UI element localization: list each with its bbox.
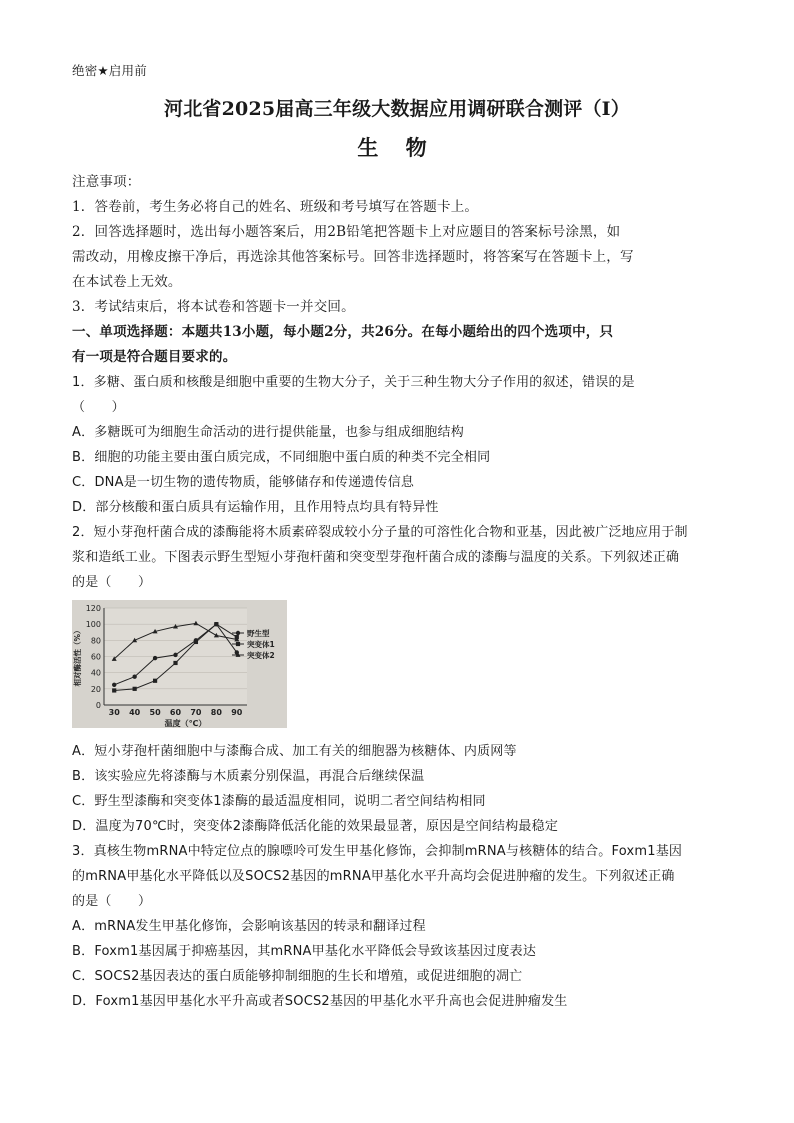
y-tick-label: 20 xyxy=(90,684,101,694)
data-point-series-1 xyxy=(112,683,116,687)
q1-option-a: A．多糖既可为细胞生命活动的进行提供能量，也参与组成细胞结构 xyxy=(72,425,464,440)
q2-stem: 2．短小芽孢杆菌合成的漆酶能将木质素碎裂成较小分子量的可溶性化合物和亚基，因此被广泛地应用于制 xyxy=(72,525,688,540)
q2-option-d: D．温度为70℃时，突变体2漆酶降低活化能的效果最显著，原因是空间结构最稳定 xyxy=(72,819,559,834)
legend-marker-1 xyxy=(236,631,240,635)
data-point-series-2 xyxy=(214,622,218,626)
data-point-series-2 xyxy=(153,679,157,683)
x-tick-label: 30 xyxy=(108,708,120,717)
q2-option-b: B．该实验应先将漆酶与木质素分别保温，再混合后继续保温 xyxy=(72,769,425,784)
data-point-series-1 xyxy=(132,675,136,679)
y-tick-label: 0 xyxy=(95,701,101,710)
notice-item-2-end: 在本试卷上无效。 xyxy=(72,274,182,290)
data-point-series-2 xyxy=(173,661,177,665)
y-axis-label: 相对酶活性（%） xyxy=(73,626,82,687)
enzyme-activity-chart xyxy=(72,600,287,728)
q3-option-a: A．mRNA发生甲基化修饰，会影响该基因的转录和翻译过程 xyxy=(72,919,426,934)
y-tick-label: 40 xyxy=(90,668,101,678)
q2-stem-cont: 浆和造纸工业。下图表示野生型短小芽孢杆菌和突变型芽孢杆菌合成的漆酶与温度的关系。下列叙述正确 xyxy=(72,550,680,565)
q3-stem-end: 的是（ ） xyxy=(72,894,152,909)
legend-label-1: 野生型 xyxy=(247,629,270,638)
q2-option-a: A．短小芽孢杆菌细胞中与漆酶合成、加工有关的细胞器为核糖体、内质网等 xyxy=(72,744,517,759)
data-point-series-1 xyxy=(153,656,157,660)
q1-option-b: B．细胞的功能主要由蛋白质完成，不同细胞中蛋白质的种类不完全相同 xyxy=(72,450,491,465)
q2-option-c: C．野生型漆酶和突变体1漆酶的最适温度相同，说明二者空间结构相同 xyxy=(72,794,486,809)
subject-title: 生 物 xyxy=(357,135,437,160)
section-heading-cont: 有一项是符合题目要求的。 xyxy=(72,349,237,365)
notice-item-2-cont: 需改动，用橡皮擦干净后，再选涂其他答案标号。回答非选择题时，将答案写在答题卡上，写 xyxy=(72,249,634,265)
y-tick-label: 80 xyxy=(90,636,101,646)
q3-option-c: C．SOCS2基因表达的蛋白质能够抑制细胞的生长和增殖，或促进细胞的凋亡 xyxy=(72,969,523,984)
y-tick-label: 120 xyxy=(85,604,101,613)
notice-item-3: 3．考试结束后，将本试卷和答题卡一并交回。 xyxy=(72,299,355,315)
data-point-series-2 xyxy=(194,640,198,644)
data-point-series-2 xyxy=(112,688,116,692)
notice-item-2: 2．回答选择题时，选出每小题答案后，用2B铅笔把答题卡上对应题目的答案标号涂黑，如 xyxy=(72,224,621,240)
data-point-series-2 xyxy=(133,687,137,691)
x-tick-label: 40 xyxy=(129,708,141,717)
q1-option-c: C．DNA是一切生物的遗传物质，能够储存和传递遗传信息 xyxy=(72,475,415,490)
legend-label-2: 突变体1 xyxy=(247,640,275,649)
y-tick-label: 100 xyxy=(85,620,101,630)
x-tick-label: 80 xyxy=(210,708,222,717)
q3-option-b: B．Foxm1基因属于抑癌基因，其mRNA甲基化水平降低会导致该基因过度表达 xyxy=(72,944,537,959)
exam-title: 河北省2025届高三年级大数据应用调研联合测评（I） xyxy=(164,98,630,120)
q1-stem: 1．多糖、蛋白质和核酸是细胞中重要的生物大分子，关于三种生物大分子作用的叙述，错误的是 xyxy=(72,375,635,390)
data-point-series-1 xyxy=(173,653,177,657)
q1-answer-bracket: （ ） xyxy=(72,400,125,415)
x-tick-label: 50 xyxy=(149,708,161,717)
confidential-mark: 绝密★启用前 xyxy=(72,63,147,78)
y-tick-label: 60 xyxy=(90,652,101,662)
x-axis-label: 温度（℃） xyxy=(164,719,207,728)
x-tick-label: 60 xyxy=(169,708,182,717)
q3-stem-cont: 的mRNA甲基化水平降低以及SOCS2基因的mRNA甲基化水平升高均会促进肿瘤的发生。下列叙述正确 xyxy=(72,869,675,884)
q3-stem: 3．真核生物mRNA中特定位点的腺嘌呤可发生甲基化修饰，会抑制mRNA与核糖体的结合。Foxm1基因 xyxy=(72,844,683,859)
q1-option-d: D．部分核酸和蛋白质具有运输作用，且作用特点均具有特异性 xyxy=(72,500,439,515)
legend-marker-2 xyxy=(236,642,240,646)
legend-label-3: 突变体2 xyxy=(247,651,275,660)
notice-heading: 注意事项： xyxy=(72,174,141,190)
q2-stem-end: 的是（ ） xyxy=(72,575,152,590)
q3-option-d: D．Foxm1基因甲基化水平升高或者SOCS2基因的甲基化水平升高也会促进肿瘤发生 xyxy=(72,994,568,1009)
x-tick-label: 90 xyxy=(231,708,243,717)
section-heading: 一、单项选择题：本题共13小题，每小题2分，共26分。在每小题给出的四个选项中，只 xyxy=(72,324,614,340)
notice-item-1: 1．答卷前，考生务必将自己的姓名、班级和考号填写在答题卡上。 xyxy=(72,199,479,215)
x-tick-label: 70 xyxy=(190,708,202,717)
